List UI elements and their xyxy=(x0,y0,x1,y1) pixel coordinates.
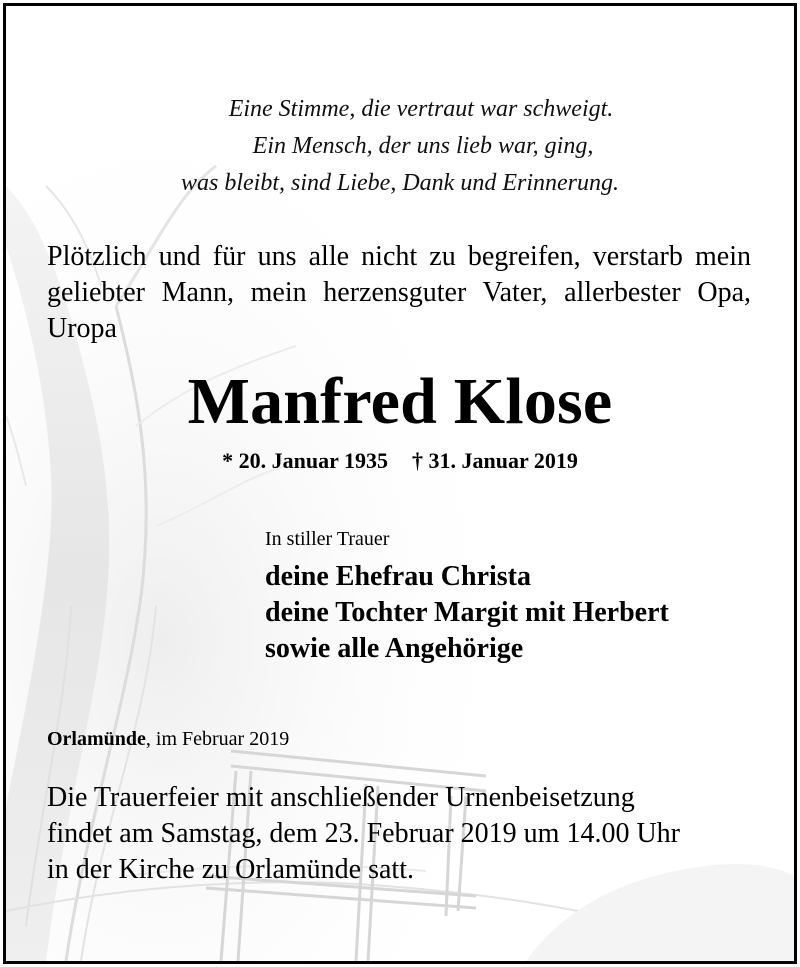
mourner: deine Ehefrau Christa xyxy=(265,561,531,592)
mourner: sowie alle Angehörige xyxy=(265,633,524,664)
mourning-label: In stiller Trauer xyxy=(265,528,390,550)
life-dates xyxy=(6,446,794,476)
place-date-text: , im Februar 2019 xyxy=(145,728,290,750)
intro-text: Plötzlich und für uns alle nicht zu begreifen, verstarb mein geliebter Mann, mein herzensguter Vater, allerbester Opa, Uropa xyxy=(47,241,751,344)
service-info xyxy=(47,780,767,888)
service-line: in der Kirche zu Orlamünde satt. xyxy=(47,854,414,885)
service-line: findet am Samstag, dem 23. Februar 2019 um 14.00 Uhr xyxy=(47,818,681,849)
place-date xyxy=(47,725,289,753)
mourners-list xyxy=(265,559,669,667)
birth-date: * 20. Januar 1935 xyxy=(222,448,388,473)
deceased-name: Manfred Klose xyxy=(187,365,613,438)
poem xyxy=(6,91,794,202)
place-town: Orlamünde xyxy=(47,728,146,750)
death-date: † 31. Januar 2019 xyxy=(412,448,578,473)
poem-line: Ein Mensch, der uns lieb war, ging, xyxy=(252,133,594,159)
obituary-frame xyxy=(3,3,797,964)
poem-line: was bleibt, sind Liebe, Dank und Erinnerung. xyxy=(181,170,619,196)
poem-line: Eine Stimme, die vertraut war schweigt. xyxy=(228,96,614,122)
mourner: deine Tochter Margit mit Herbert xyxy=(265,597,669,628)
service-line: Die Trauerfeier mit anschließender Urnenbeisetzung xyxy=(47,782,635,813)
